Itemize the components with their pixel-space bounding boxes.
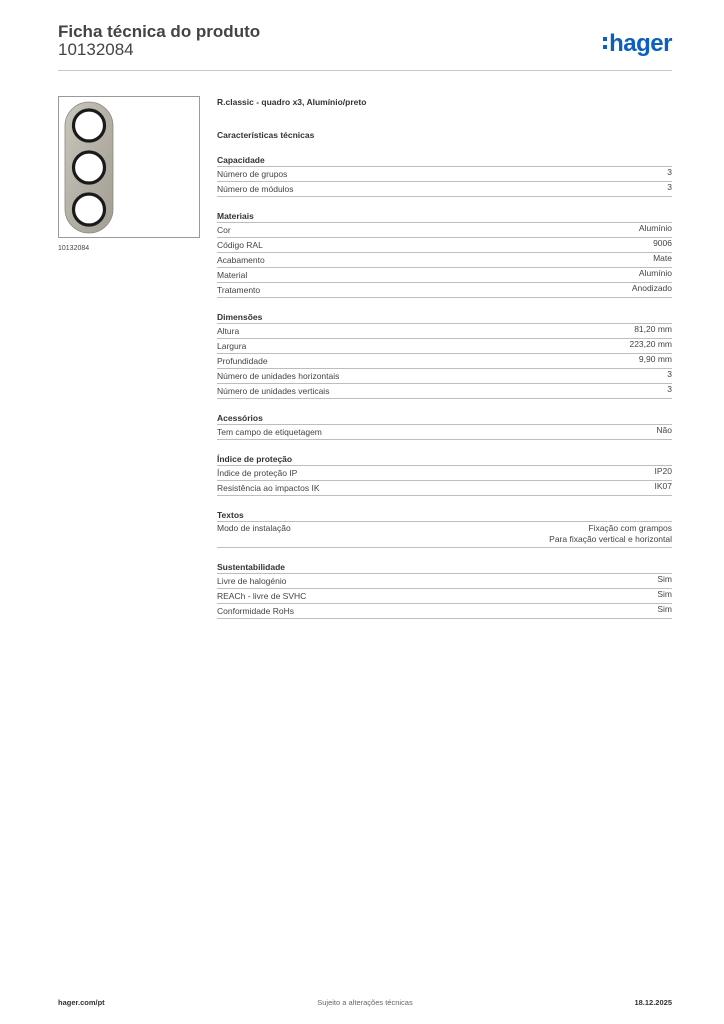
spec-label: Cor <box>217 225 231 235</box>
spec-label: Índice de proteção IP <box>217 468 298 478</box>
spec-label: Profundidade <box>217 356 268 366</box>
spec-label: Resistência ao impactos IK <box>217 483 320 493</box>
spec-section-title: Índice de proteção <box>217 453 672 466</box>
spec-row <box>217 522 672 548</box>
spec-row <box>217 324 672 339</box>
spec-value <box>653 253 672 267</box>
spec-row <box>217 369 672 384</box>
spec-value-line: 3 <box>667 369 672 379</box>
spec-label: Número de unidades horizontais <box>217 371 340 381</box>
spec-section-title: Dimensões <box>217 311 672 324</box>
spec-value-line: Anodizado <box>631 283 672 293</box>
footer-website: hager.com/pt <box>58 998 105 1007</box>
spec-row <box>217 354 672 369</box>
spec-value-line: Para fixação vertical e horizontal <box>549 534 672 544</box>
spec-value-line: Alumínio <box>638 223 672 233</box>
spec-value <box>639 268 672 282</box>
spec-label: Número de unidades verticais <box>217 386 330 396</box>
spec-value <box>667 182 672 196</box>
spec-value <box>657 574 672 588</box>
spec-row <box>217 481 672 496</box>
spec-value-line: Alumínio <box>638 268 672 278</box>
spec-section-title: Sustentabilidade <box>217 561 672 574</box>
spec-section <box>217 412 672 440</box>
spec-label: Código RAL <box>217 240 263 250</box>
footer-notice: Sujeito a alterações técnicas <box>317 998 413 1007</box>
spec-value-line: Não <box>656 425 672 435</box>
spec-section <box>217 210 672 298</box>
spec-value <box>657 604 672 618</box>
spec-section <box>217 154 672 197</box>
document-title: Ficha técnica do produto <box>58 22 261 41</box>
spec-value <box>667 369 672 383</box>
frame-opening-2 <box>74 152 105 183</box>
hager-logo <box>603 30 672 58</box>
spec-row <box>217 425 672 440</box>
spec-label: Altura <box>217 326 240 336</box>
spec-value-line: 3 <box>667 167 672 177</box>
spec-row <box>217 182 672 197</box>
spec-section-title: Capacidade <box>217 154 672 167</box>
specifications <box>217 96 672 619</box>
spec-row <box>217 466 672 481</box>
spec-row <box>217 574 672 589</box>
spec-value-line: Sim <box>657 574 672 584</box>
spec-value <box>653 238 672 252</box>
spec-value-line: Sim <box>657 589 672 599</box>
spec-value <box>655 481 673 495</box>
spec-row <box>217 268 672 283</box>
frame-opening-1 <box>74 110 105 141</box>
spec-label: Modo de instalação <box>217 523 291 533</box>
spec-value <box>549 523 672 545</box>
image-caption: 10132084 <box>58 245 90 252</box>
product-code: 10132084 <box>58 40 134 59</box>
footer-date: 18.12.2025 <box>634 998 672 1007</box>
spec-value-line: IK07 <box>654 481 672 491</box>
spec-value-line: 3 <box>667 384 672 394</box>
spec-value-line: Sim <box>657 604 672 614</box>
spec-section-title: Acessórios <box>217 412 672 425</box>
spec-value-line: 3 <box>667 182 672 192</box>
spec-value-line: Fixação com grampos <box>588 523 672 533</box>
spec-row <box>217 384 672 399</box>
spec-value <box>667 167 672 181</box>
spec-label: Tratamento <box>217 285 261 295</box>
spec-label: REACh - livre de SVHC <box>217 591 307 601</box>
spec-row <box>217 238 672 253</box>
spec-row <box>217 167 672 182</box>
spec-row <box>217 604 672 619</box>
spec-section <box>217 311 672 399</box>
spec-value-line: IP20 <box>654 466 672 476</box>
product-name: R.classic - quadro x3, Alumínio/preto <box>217 97 367 107</box>
page-header <box>58 20 672 71</box>
spec-value <box>639 223 672 237</box>
spec-section <box>217 561 672 619</box>
spec-value-line: 223,20 mm <box>629 339 672 349</box>
spec-row <box>217 339 672 354</box>
spec-label: Tem campo de etiquetagem <box>217 427 322 437</box>
spec-value-line: 9006 <box>653 238 672 248</box>
spec-label: Número de módulos <box>217 184 294 194</box>
spec-value-line: Mate <box>653 253 672 263</box>
spec-value <box>655 466 673 480</box>
spec-label: Largura <box>217 341 247 351</box>
spec-section <box>217 509 672 548</box>
spec-label: Número de grupos <box>217 169 288 179</box>
spec-row <box>217 283 672 298</box>
spec-label: Conformidade RoHs <box>217 606 295 616</box>
spec-value <box>657 589 672 603</box>
product-image-frame <box>58 96 200 238</box>
specs-heading: Características técnicas <box>217 130 315 140</box>
spec-section-title: Materiais <box>217 210 672 223</box>
logo-text: hager <box>609 30 672 57</box>
spec-label: Livre de halogénio <box>217 576 287 586</box>
logo-dots-icon <box>603 36 607 50</box>
spec-value <box>656 425 672 439</box>
spec-value <box>629 339 672 353</box>
spec-row <box>217 223 672 238</box>
spec-sections <box>217 154 672 619</box>
spec-label: Material <box>217 270 248 280</box>
spec-row <box>217 589 672 604</box>
spec-value <box>639 354 672 368</box>
spec-section <box>217 453 672 496</box>
spec-value <box>667 384 672 398</box>
triple-frame-image <box>59 97 199 237</box>
spec-section-title: Textos <box>217 509 672 522</box>
spec-value <box>632 283 672 297</box>
spec-label: Acabamento <box>217 255 265 265</box>
spec-value-line: 81,20 mm <box>634 324 672 334</box>
spec-value-line: 9,90 mm <box>638 354 672 364</box>
spec-row <box>217 253 672 268</box>
spec-value <box>634 324 672 338</box>
frame-opening-3 <box>74 194 105 225</box>
